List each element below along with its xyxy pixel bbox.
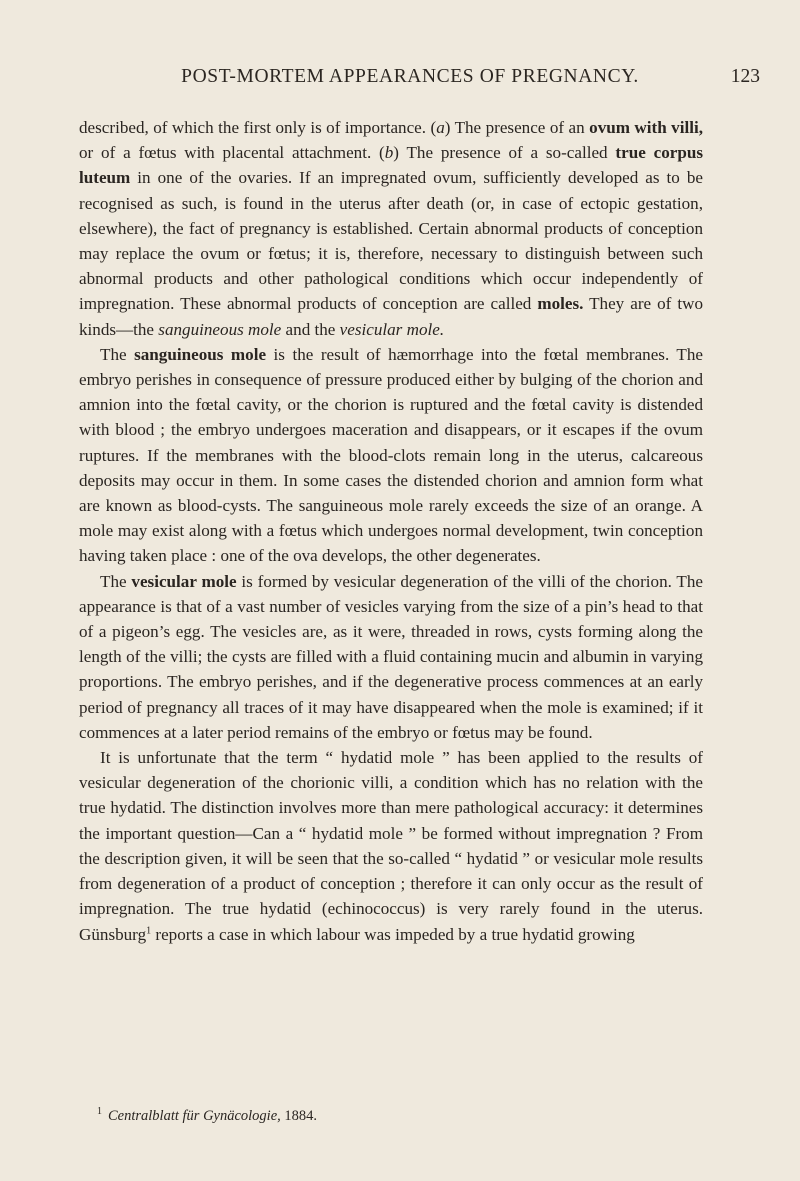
text-run: and the [281,319,340,339]
text-run: ) The presence of an [444,118,590,137]
text-run: The [100,344,135,364]
text-run: reports a case in which labour was impeded by a true hydatid growing [151,924,635,944]
text-run: or of a fœtus with placental attachment. ( [79,143,385,163]
text-run: They are of two kinds—the [79,294,704,339]
bold-term: moles. [537,294,584,314]
footnote-mark: 1 [97,1106,102,1118]
body-text [79,115,703,947]
bold-term: sanguineous mole [134,344,267,364]
text-run: ) The presence of a so-called [393,143,616,163]
text-run: The [100,571,132,591]
paragraph-sanguineous-mole [79,342,703,569]
page-number: 123 [730,66,760,87]
text-run: is the result of hæmorrhage into the fœtal membranes. The embryo perishes in consequence of pressure produced either by bulging of the chorion and amnion into the fœtal cavity, or the chorion is ruptured and the fœtal cavity is distended with blood ; the embryo undergoes maceration and disappears, or it escapes if the ovum ruptures. If the membranes with the blood-clots remain long in the uterus, calcareous deposits may occur in them. In some cases the distended chorion and amnion form what are known as blood-cysts. The sanguineous mole rarely exceeds the size of an orange. A mole may exist along with a fœtus which undergoes normal development, twin conception having taken place : one of the ova develops, the other degenerates. [79,344,703,566]
footnote-year: 1884. [280,1108,318,1124]
paragraph-vesicular-mole [79,569,703,745]
paragraph-intro [79,115,703,342]
footnote-ref: 1 [146,924,152,936]
bold-term: vesicular mole [131,571,237,591]
paragraph-hydatid [79,745,703,947]
item-letter: a [436,118,445,137]
text-run: described, of which the first only is of importance. ( [79,118,437,137]
text-run: It is unfortunate that the term “ hydatid mole ” has been applied to the results of vesicular degeneration of the chorionic villi, a condition which has no relation with the true hydatid. The distinction involves more than mere pathological accuracy: it determines the important question—Can a “ hydatid mole ” be formed without impregnation ? From the description given, it will be seen that the so-called “ hydatid ” or vesicular mole results from degeneration of a product of conception ; therefore it can only occur as the result of impregnation. The true hydatid (echinococcus) is very rarely found in the uterus. Günsburg [79,748,703,944]
text-run: in one of the ovaries. If an impregnated ovum, sufficiently developed as to be recognised as such, is found in the uterus after death (or, in case of ectopic gestation, elsewhere), the fact of pregnancy is established. Certain abnormal products of conception may replace the ovum or fœtus; it is, therefore, necessary to distinguish between such abnormal products and other pathological conditions which occur independently of impregnation. These abnormal products of conception are called [79,168,703,314]
running-title: POST-MORTEM APPEARANCES OF PREGNANCY. [181,66,639,87]
footnote [97,1108,317,1125]
footnote-journal: Centralblatt für Gynäcologie, [108,1108,281,1124]
bold-term: true corpus luteum [79,143,703,188]
italic-term: sanguineous mole [158,319,282,339]
item-letter: b [384,143,394,163]
bold-term: ovum with villi, [589,118,704,137]
italic-term: vesicular mole. [339,319,445,339]
text-run: is formed by vesicular degeneration of the villi of the chorion. The appearance is that of a vast number of vesicles varying from the size of a pin’s head to that of a pigeon’s egg. The vesicles are, as it were, threaded in rows, cysts forming along the length of the villi; the cysts are filled with a fluid containing mucin and albumin in varying proportions. The embryo perishes, and if the degenerative process commences at an early period of pregnancy all traces of it may have disappeared when the mole is examined; if it commences at a later period remains of the embryo or fœtus may be found. [79,571,703,742]
page-header [60,66,760,94]
